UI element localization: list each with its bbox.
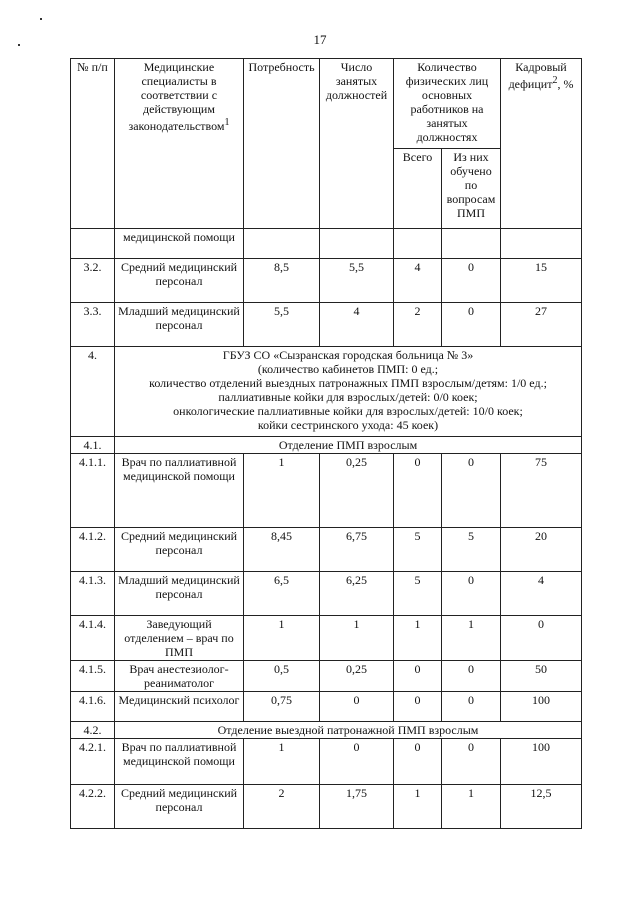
section-row [71, 437, 582, 454]
trained-cell: 0 [442, 739, 501, 785]
header-number: № п/п [71, 59, 115, 229]
trained-cell: 0 [442, 661, 501, 692]
institution-line: койки сестринского ухода: 45 коек) [257, 418, 439, 432]
table-row [71, 528, 582, 572]
scan-speck [40, 18, 42, 20]
total-cell: 0 [394, 661, 442, 692]
table-row [71, 661, 582, 692]
total-cell: 5 [394, 572, 442, 616]
need-cell: 2 [244, 785, 320, 829]
table-row [71, 229, 582, 259]
occupied-cell: 1 [320, 616, 394, 661]
need-cell: 5,5 [244, 303, 320, 347]
header-deficit-unit: , % [557, 77, 574, 91]
occupied-cell: 0 [320, 739, 394, 785]
specialist-cell: Средний медицинский персонал [115, 528, 244, 572]
number-cell [71, 229, 115, 259]
deficit-cell: 15 [501, 259, 582, 303]
number-cell: 4.1.6. [71, 692, 115, 722]
deficit-cell: 27 [501, 303, 582, 347]
specialist-cell: Средний медицинский персонал [115, 259, 244, 303]
trained-cell: 1 [442, 616, 501, 661]
specialist-cell: медицинской помощи [115, 229, 244, 259]
number-cell: 4.2. [71, 722, 115, 739]
occupied-cell: 5,5 [320, 259, 394, 303]
trained-cell: 0 [442, 303, 501, 347]
deficit-cell: 50 [501, 661, 582, 692]
occupied-cell: 0 [320, 692, 394, 722]
section-title: Отделение выездной патронажной ПМП взрослым [115, 722, 582, 739]
table-row [71, 785, 582, 829]
need-cell: 8,45 [244, 528, 320, 572]
number-cell: 3.2. [71, 259, 115, 303]
occupied-cell: 0,25 [320, 661, 394, 692]
institution-line: паллиативные койки для взрослых/детей: 0/0 коек; [218, 390, 478, 404]
header-specialists-text: Медицинские специалисты в соответствии с действующим законодательством [128, 60, 225, 133]
specialist-cell: Средний медицинский персонал [115, 785, 244, 829]
total-cell [394, 229, 442, 259]
deficit-cell: 75 [501, 454, 582, 528]
occupied-cell: 6,25 [320, 572, 394, 616]
need-cell: 8,5 [244, 259, 320, 303]
header-deficit [501, 59, 582, 229]
header-physical-persons: Количество физических лиц основных работников на занятых должностях [394, 59, 501, 149]
staffing-table [70, 58, 582, 829]
table-row [71, 454, 582, 528]
number-cell: 4.1.1. [71, 454, 115, 528]
institution-line: онкологические паллиативные койки для взрослых/детей: 10/0 коек; [173, 404, 523, 418]
trained-cell: 0 [442, 259, 501, 303]
specialist-cell: Младший медицинский персонал [115, 303, 244, 347]
scan-speck [18, 44, 20, 46]
trained-cell [442, 229, 501, 259]
total-cell: 0 [394, 454, 442, 528]
total-cell: 0 [394, 692, 442, 722]
need-cell: 0,75 [244, 692, 320, 722]
total-cell: 5 [394, 528, 442, 572]
institution-line: ГБУЗ СО «Сызранская городская больница № 3» [222, 348, 474, 362]
total-cell: 2 [394, 303, 442, 347]
number-cell: 4.2.2. [71, 785, 115, 829]
table-row [71, 259, 582, 303]
total-cell: 4 [394, 259, 442, 303]
table-row [71, 303, 582, 347]
table-header [71, 59, 582, 229]
specialist-cell: Врач по паллиативной медицинской помощи [115, 739, 244, 785]
occupied-cell: 1,75 [320, 785, 394, 829]
total-cell: 1 [394, 785, 442, 829]
number-cell: 4.2.1. [71, 739, 115, 785]
occupied-cell: 6,75 [320, 528, 394, 572]
specialist-cell: Врач по паллиативной медицинской помощи [115, 454, 244, 528]
number-cell: 4.1.5. [71, 661, 115, 692]
specialist-cell: Врач анестезиолог-реаниматолог [115, 661, 244, 692]
total-cell: 1 [394, 616, 442, 661]
table-row [71, 572, 582, 616]
trained-cell: 5 [442, 528, 501, 572]
specialist-cell: Младший медицинский персонал [115, 572, 244, 616]
header-trained: Из них обучено по вопросам ПМП [442, 149, 501, 229]
header-occupied: Число занятых должностей [320, 59, 394, 229]
occupied-cell [320, 229, 394, 259]
page-number: 17 [313, 32, 327, 47]
table-row [71, 616, 582, 661]
deficit-cell: 100 [501, 739, 582, 785]
table-row [71, 739, 582, 785]
header-need: Потребность [244, 59, 320, 229]
number-cell: 3.3. [71, 303, 115, 347]
section-title: Отделение ПМП взрослым [115, 437, 582, 454]
need-cell: 1 [244, 454, 320, 528]
number-cell: 4.1.3. [71, 572, 115, 616]
trained-cell: 0 [442, 572, 501, 616]
deficit-cell: 100 [501, 692, 582, 722]
footnote-1: 1 [224, 117, 230, 128]
deficit-cell: 0 [501, 616, 582, 661]
need-cell: 0,5 [244, 661, 320, 692]
need-cell: 1 [244, 616, 320, 661]
total-cell: 0 [394, 739, 442, 785]
specialist-cell: Медицинский психолог [115, 692, 244, 722]
section-row [71, 722, 582, 739]
trained-cell: 0 [442, 454, 501, 528]
deficit-cell [501, 229, 582, 259]
institution-description [115, 347, 582, 437]
occupied-cell: 0,25 [320, 454, 394, 528]
specialist-cell: Заведующий отделением – врач по ПМП [115, 616, 244, 661]
institution-line: (количество кабинетов ПМП: 0 ед.; [257, 362, 439, 376]
need-cell [244, 229, 320, 259]
number-cell: 4.1. [71, 437, 115, 454]
need-cell: 1 [244, 739, 320, 785]
need-cell: 6,5 [244, 572, 320, 616]
trained-cell: 0 [442, 692, 501, 722]
number-cell: 4. [71, 347, 115, 437]
table-body [71, 229, 582, 829]
trained-cell: 1 [442, 785, 501, 829]
deficit-cell: 20 [501, 528, 582, 572]
number-cell: 4.1.4. [71, 616, 115, 661]
table-row [71, 692, 582, 722]
header-specialists [115, 59, 244, 229]
institution-line: количество отделений выездных патронажных ПМП взрослым/детям: 1/0 ед.; [149, 376, 547, 390]
occupied-cell: 4 [320, 303, 394, 347]
deficit-cell: 4 [501, 572, 582, 616]
deficit-cell: 12,5 [501, 785, 582, 829]
footnote-2: 2 [552, 75, 558, 86]
header-deficit-text: Кадровый дефицит [508, 60, 567, 91]
number-cell: 4.1.2. [71, 528, 115, 572]
institution-row [71, 347, 582, 437]
header-total: Всего [394, 149, 442, 229]
